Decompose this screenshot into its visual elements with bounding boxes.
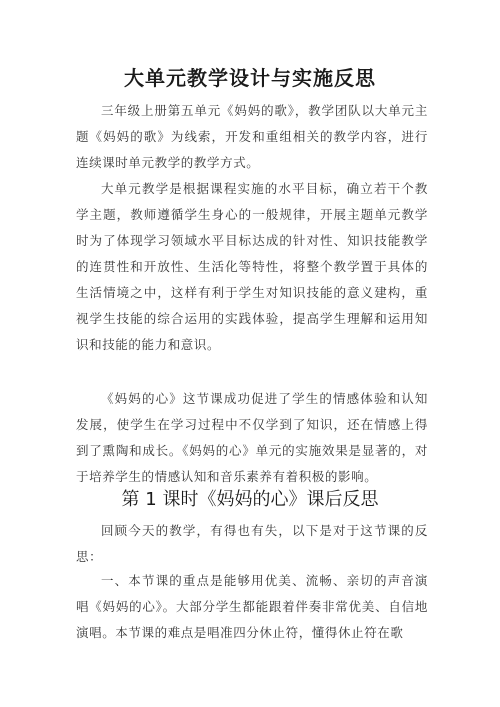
- paragraph-review: 回顾今天的教学，有得也有失，以下是对于这节课的反思：: [76, 523, 428, 564]
- paragraph-intro: 三年级上册第五单元《妈妈的歌》，教学团队以大单元主题《妈妈的歌》为线索，开发和重组相关的教学内容，进行连续课时单元教学的教学方式。: [76, 103, 428, 170]
- paragraph-big-unit-teaching: 大单元教学是根据课程实施的水平目标，确立若干个教学主题，教师遵循学生身心的一般规律，开展主题单元教学时为了体现学习领域水平目标达成的针对性、知识技能教学的连贯性和开放性、生活化等特性，将整个教学置于具体的生活情境之中，这样有利于学生对知识技能的意义建构，重视学生技能的综合运用的实践体验，提高学生理解和运用知识和技能的能力和意识。: [76, 181, 428, 352]
- document-title: 大单元教学设计与实施反思: [124, 66, 376, 90]
- paragraph-lesson-effect: 《妈妈的心》这节课成功促进了学生的情感体验和认知发展，使学生在学习过程中不仅学到了知识，还在情感上得到了熏陶和成长。《妈妈的心》单元的实施效果是显著的，对于培养学生的情感认知和音乐素养有着积极的影响。: [76, 391, 428, 484]
- paragraph-point-one: 一、本节课的重点是能够用优美、流畅、亲切的声音演唱《妈妈的心》。大部分学生都能跟着伴奏非常优美、自信地演唱。本节课的难点是唱准四分休止符，懂得休止符在歌: [76, 573, 428, 640]
- section-heading: 第 1 课时《妈妈的心》课后反思: [121, 489, 379, 510]
